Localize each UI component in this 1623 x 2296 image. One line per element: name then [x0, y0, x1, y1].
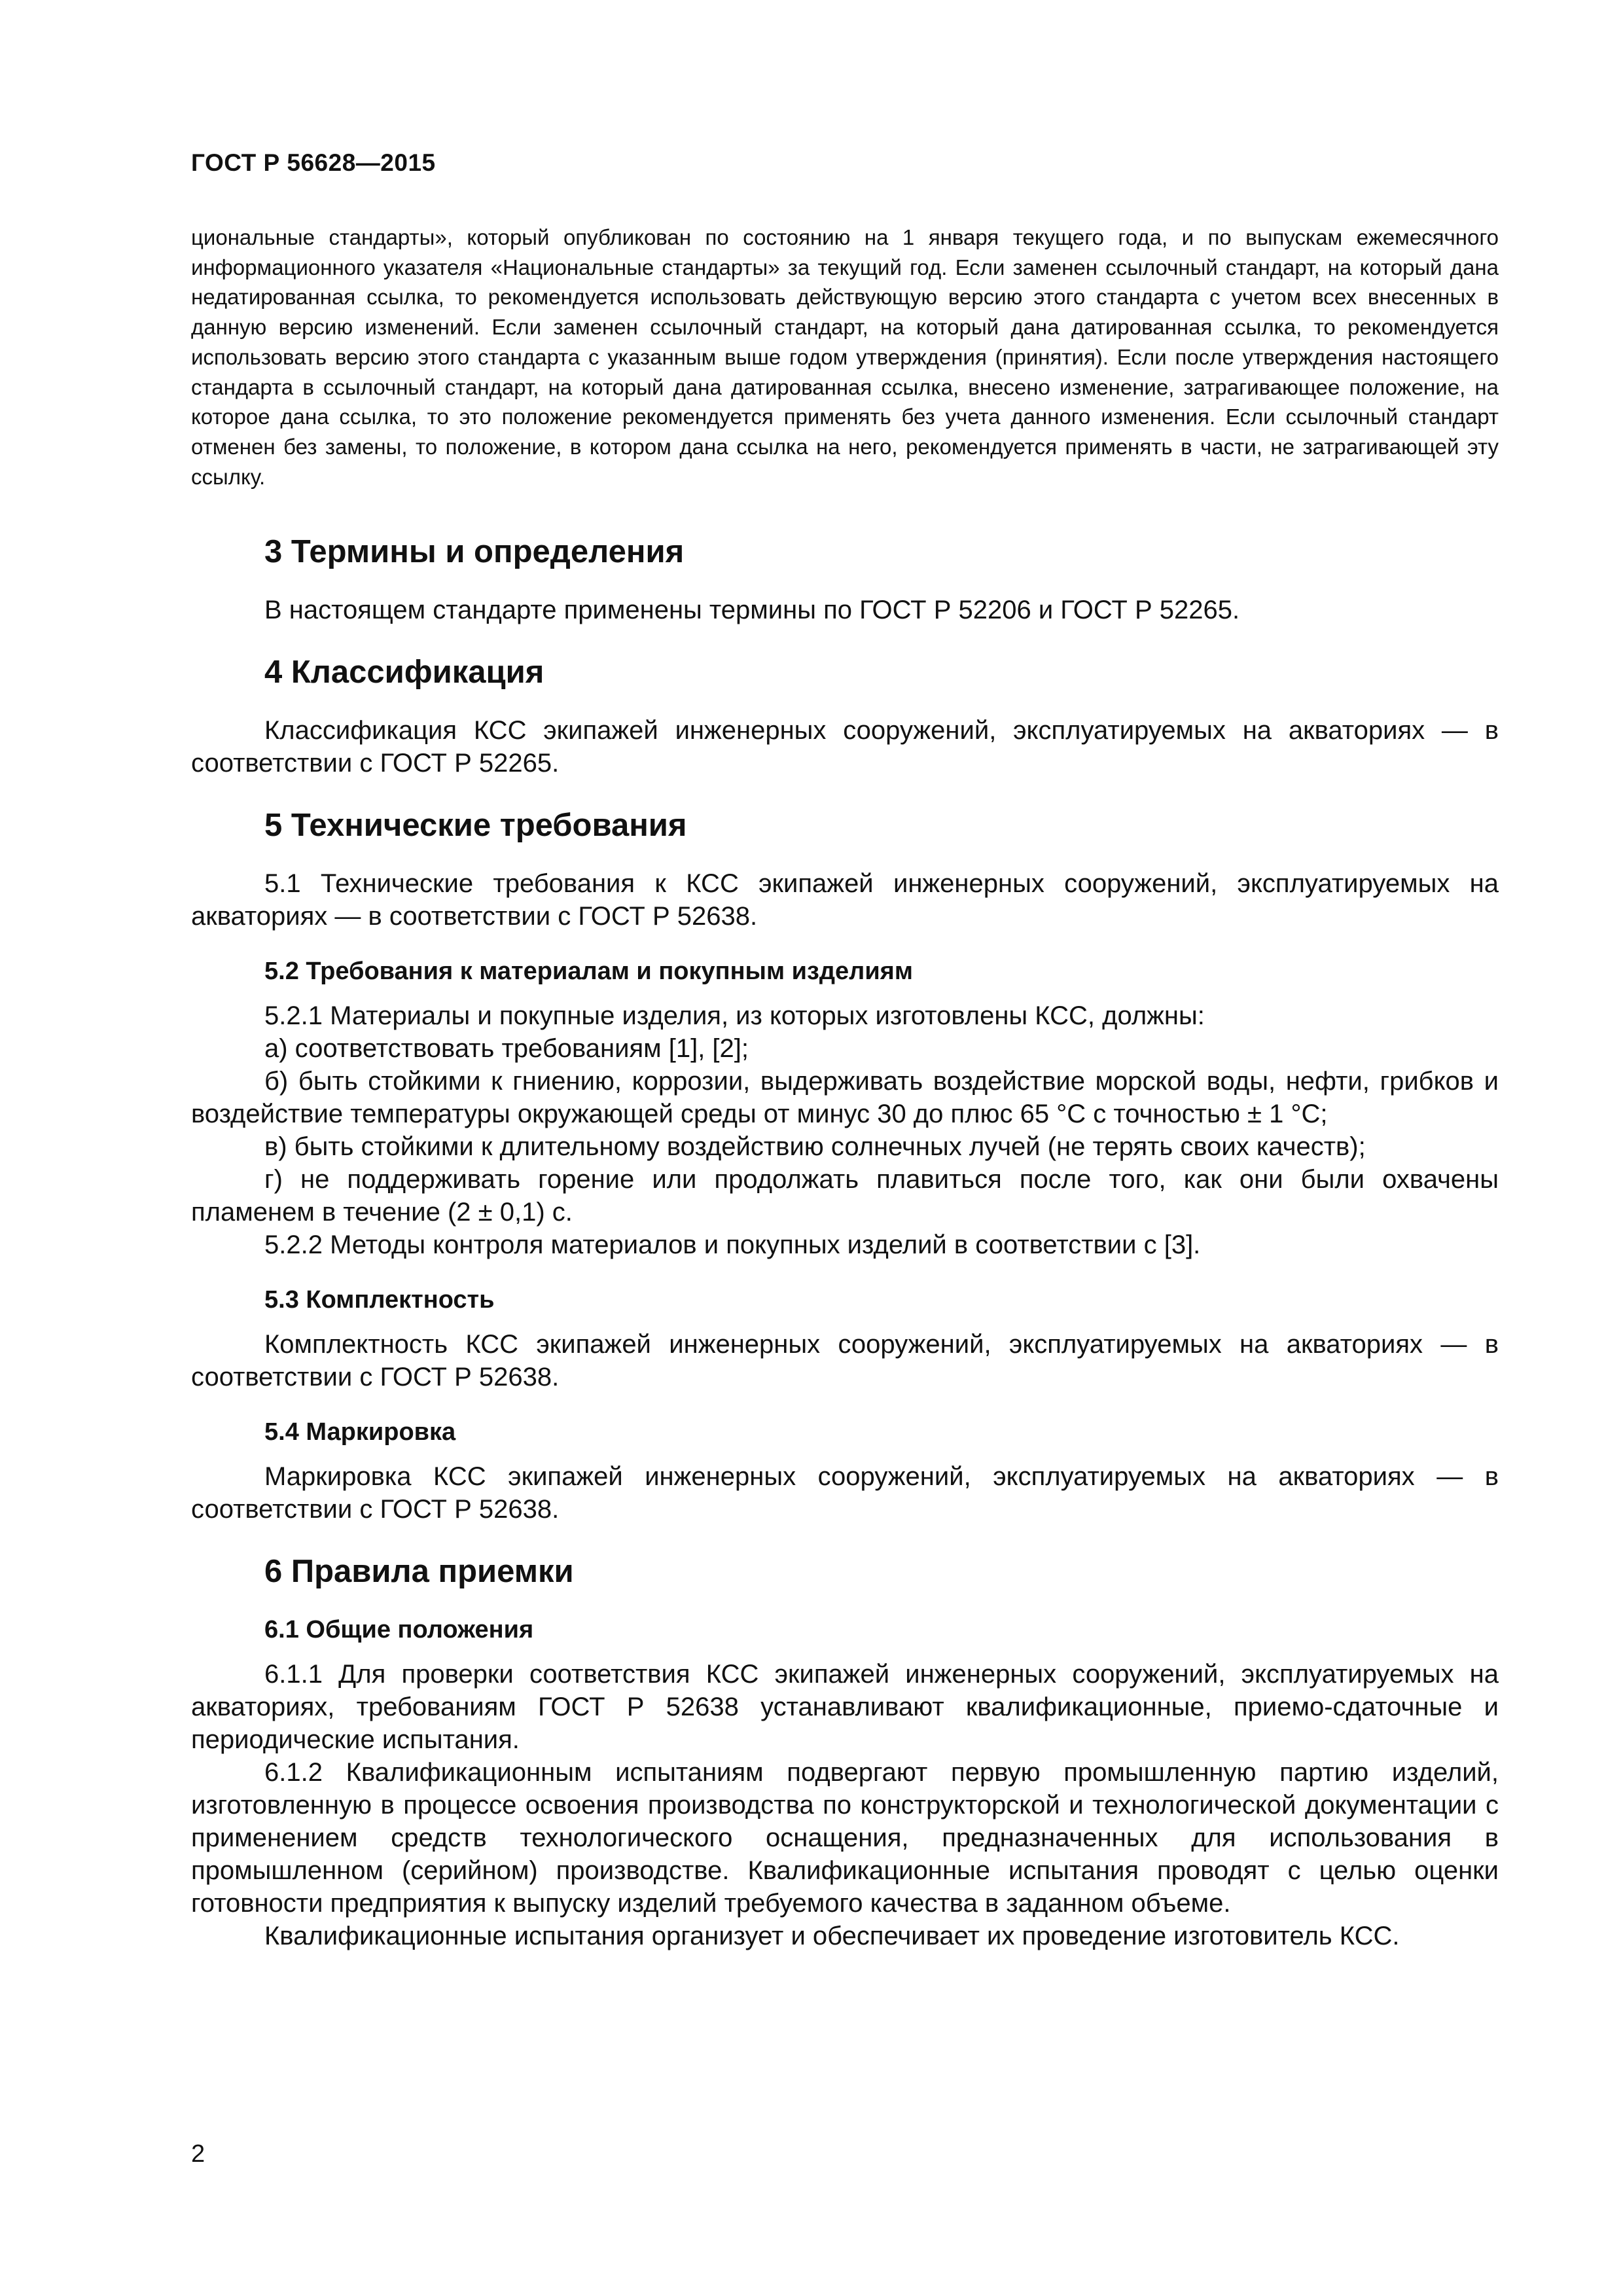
list-item-v: в) быть стойкими к длительному воздействию солнечных лучей (не терять своих качеств); — [264, 1132, 1366, 1162]
paragraph-5-3: Комплектность КСС экипажей инженерных сооружений, эксплуатируемых на акваториях — в соответствии с ГОСТ Р 52638. — [191, 1330, 1499, 1392]
intro-paragraph: циональные стандарты», который опубликован по состоянию на 1 января текущего года, и по выпускам ежемесячного информационного указателя «Национальные стандарты» за текущий год. Если заменен ссылочный стандарт, на который дана недатированная ссылка, то рекомендуется использовать действующую версию этого стандарта с учетом всех внесенных в данную версию изменений. Если заменен ссылочный стандарт, на который дана датированная ссылка, то рекомендуется использовать версию этого стандарта с указанным выше годом утверждения (принятия). Если после утверждения настоящего стандарта в ссылочный стандарт, на который дана датированная ссылка, внесено изменение, затрагивающее положение, на которое дана ссылка, то это положение рекомендуется применять без учета данного изменения. Если ссылочный стандарт отменен без замены, то положение, в котором дана ссылка на него, рекомендуется применять в части, не затрагивающей эту ссылку. — [191, 225, 1499, 489]
paragraph-5-2-2: 5.2.2 Методы контроля материалов и покупных изделий в соответствии с [3]. — [264, 1230, 1201, 1260]
section-6-heading: 6 Правила приемки — [264, 1554, 574, 1590]
paragraph-5-1: 5.1 Технические требования к КСС экипажей инженерных сооружений, эксплуатируемых на акваториях — в соответствии с ГОСТ Р 52638. — [191, 869, 1499, 931]
list-item-a: а) соответствовать требованиям [1], [2]; — [264, 1034, 749, 1064]
document-header: ГОСТ Р 56628—2015 — [191, 149, 436, 176]
section-3-text: В настоящем стандарте применены термины по ГОСТ Р 52206 и ГОСТ Р 52265. — [264, 596, 1240, 625]
paragraph-6-1-1: 6.1.1 Для проверки соответствия КСС экипажей инженерных сооружений, эксплуатируемых на акваториях, требованиям ГОСТ Р 52638 устанавливают квалификационные, приемо-сдаточные и периодические испытания. — [191, 1660, 1499, 1755]
subsection-5-3-heading: 5.3 Комплектность — [264, 1286, 495, 1314]
paragraph-6-1-2-continued: Квалификационные испытания организует и обеспечивает их проведение изготовитель КСС. — [264, 1922, 1400, 1951]
subsection-6-1-heading: 6.1 Общие положения — [264, 1616, 534, 1644]
subsection-5-4-heading: 5.4 Маркировка — [264, 1418, 456, 1446]
paragraph-5-4: Маркировка КСС экипажей инженерных сооружений, эксплуатируемых на акваториях — в соответствии с ГОСТ Р 52638. — [191, 1462, 1499, 1524]
section-4-text: Классификация КСС экипажей инженерных сооружений, эксплуатируемых на акваториях — в соответствии с ГОСТ Р 52265. — [191, 716, 1499, 778]
section-3-heading: 3 Термины и определения — [264, 534, 685, 570]
section-5-heading: 5 Технические требования — [264, 808, 687, 844]
document-body — [191, 223, 1499, 1952]
list-item-b: б) быть стойкими к гниению, коррозии, выдерживать воздействие морской воды, нефти, грибков и воздействие температуры окружающей среды от минус 30 до плюс 65 °С с точностью ± 1 °С; — [191, 1067, 1499, 1129]
section-4-heading: 4 Классификация — [264, 655, 544, 691]
subsection-5-2-heading: 5.2 Требования к материалам и покупным изделиям — [264, 958, 913, 986]
list-item-g: г) не поддерживать горение или продолжать плавиться после того, как они были охвачены пламенем в течение (2 ± 0,1) с. — [191, 1165, 1499, 1227]
paragraph-5-2-1: 5.2.1 Материалы и покупные изделия, из которых изготовлены КСС, должны: — [264, 1001, 1205, 1031]
page-number: 2 — [191, 2140, 205, 2168]
paragraph-6-1-2: 6.1.2 Квалификационным испытаниям подвергают первую промышленную партию изделий, изготовленную в процессе освоения производства по конструкторской и технологической документации с применением средств технологического оснащения, предназначенных для использования в промышленном (серийном) производстве. Квалификационные испытания проводят с целью оценки готовности предприятия к выпуску изделий требуемого качества в заданном объеме. — [191, 1758, 1499, 1918]
